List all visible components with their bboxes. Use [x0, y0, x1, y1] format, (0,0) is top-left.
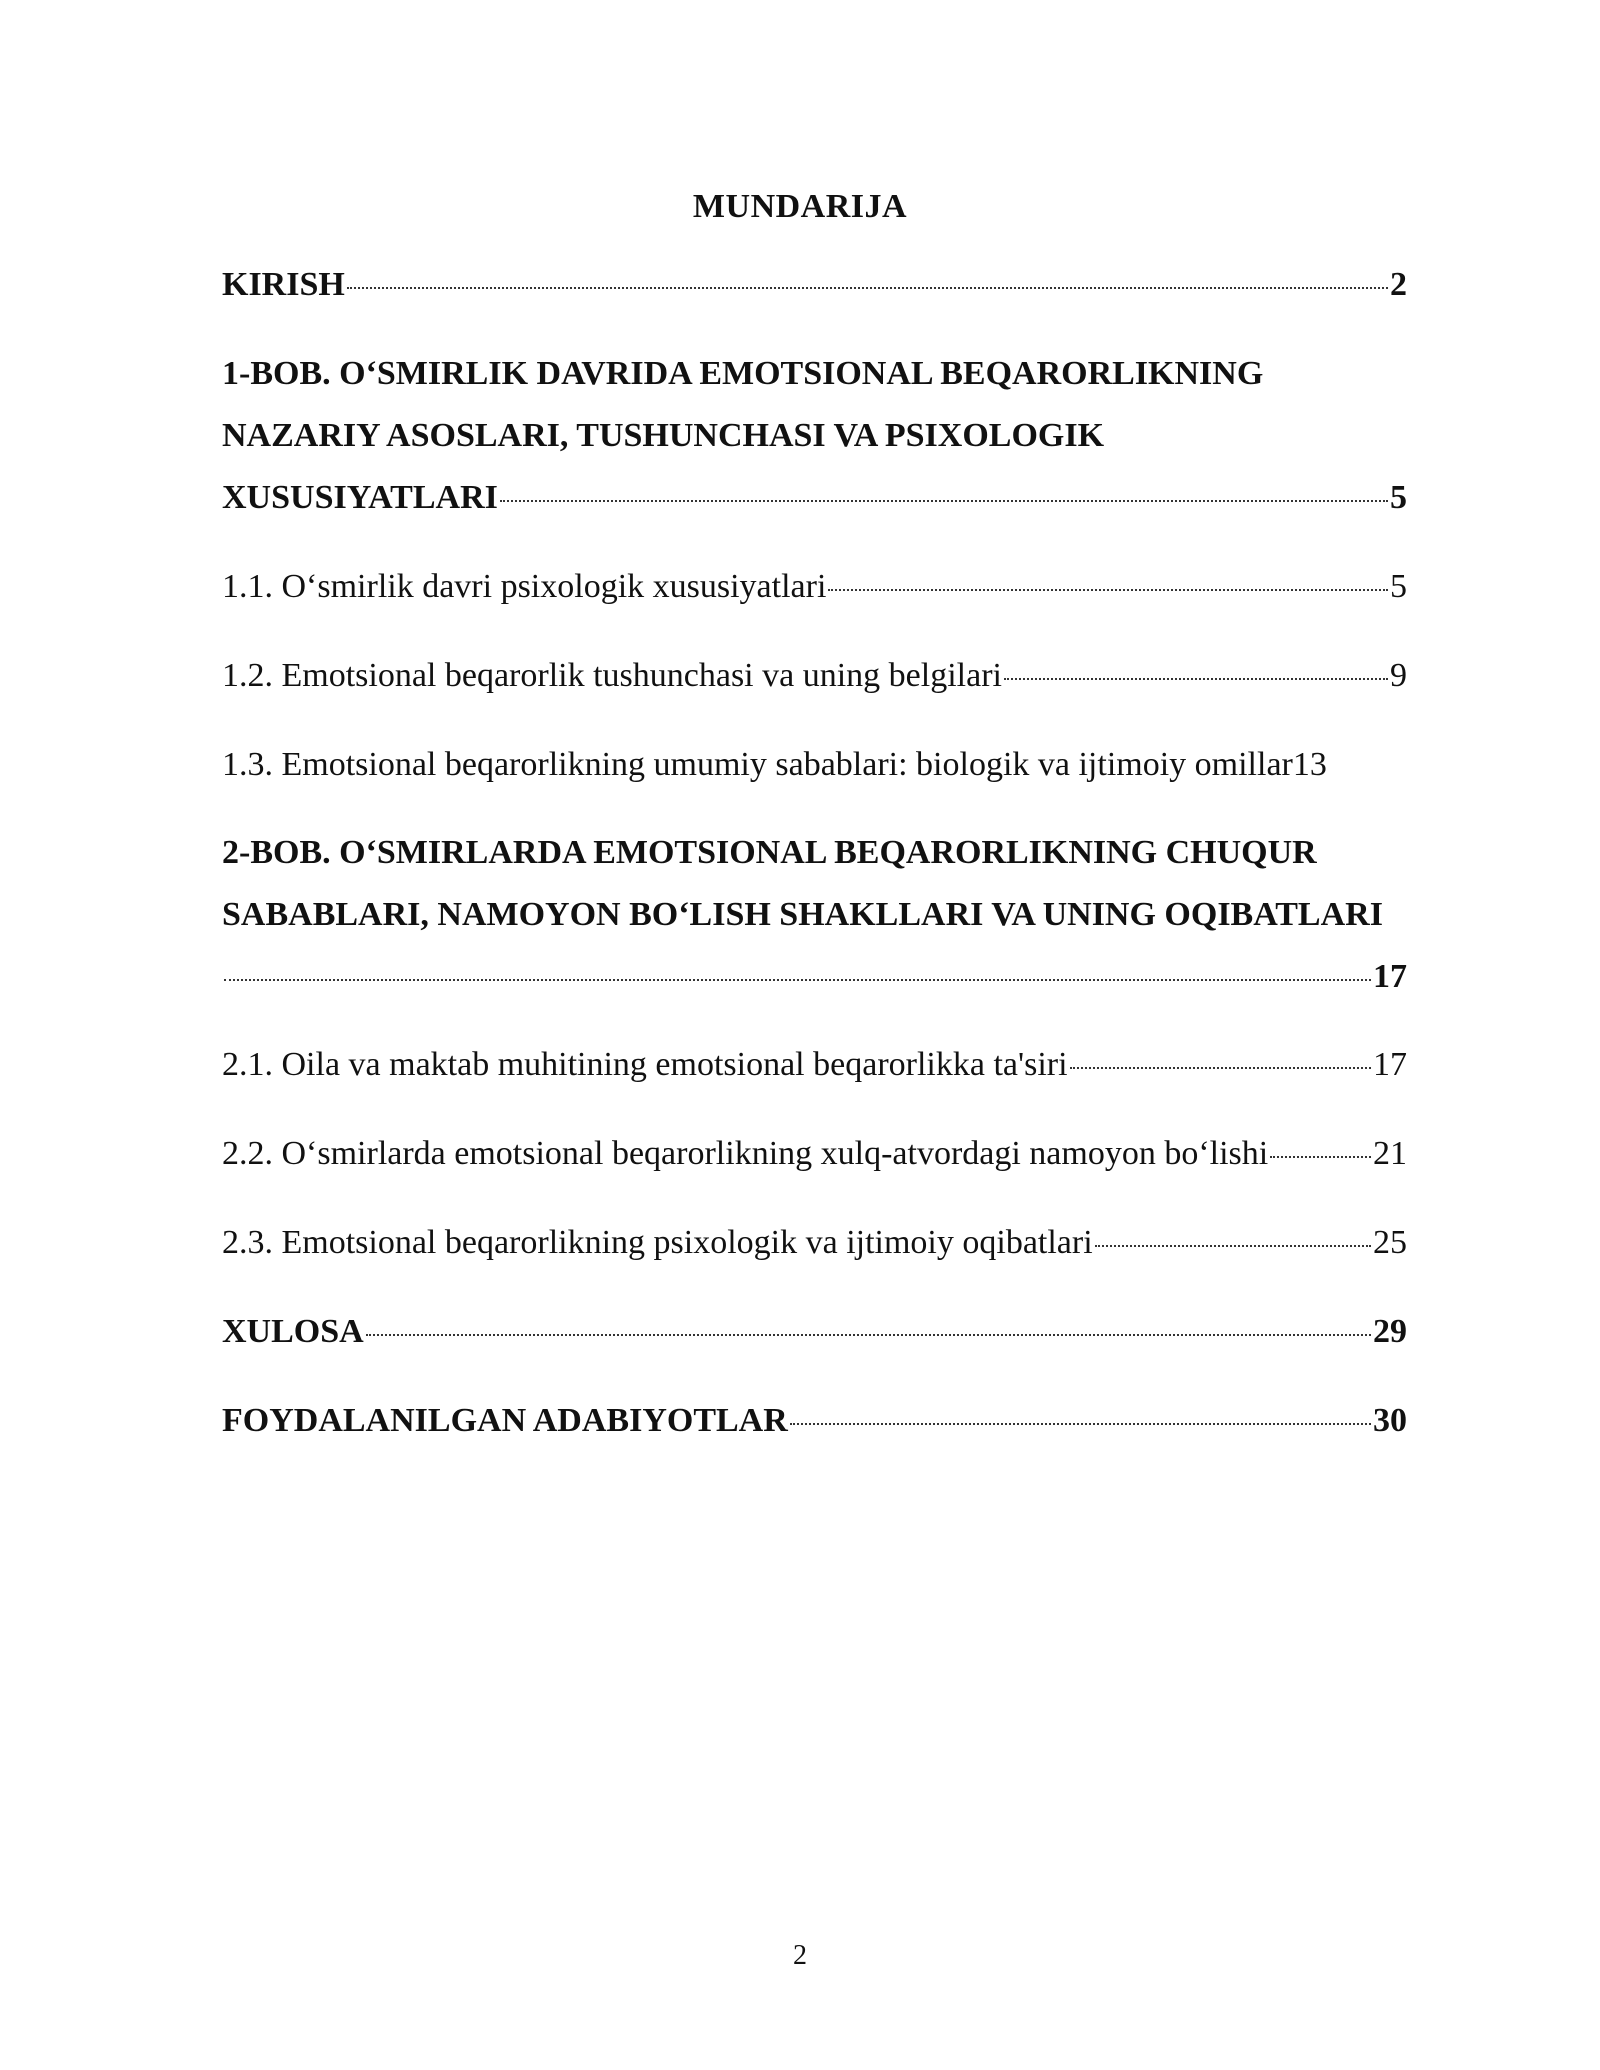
- toc-page-number: 21: [1373, 1135, 1407, 1172]
- toc-entry-label: 1.1. O‘smirlik davri psixologik xususiyatlari: [222, 568, 827, 605]
- toc-entry-section-2-3[interactable]: [222, 1212, 1407, 1274]
- toc-entry-label: KIRISH: [222, 266, 345, 303]
- toc-entry-references[interactable]: [222, 1390, 1407, 1452]
- toc-entry-label: 1.2. Emotsional beqarorlik tushunchasi va uning belgilari: [222, 657, 1002, 694]
- toc-title: MUNDARIJA: [692, 188, 908, 225]
- toc-page-number: 9: [1390, 657, 1407, 694]
- toc-entry-label-line-2: SABABLARI, NAMOYON BO‘LISH SHAKLLARI VA UNING OQIBATLARI: [222, 896, 1383, 933]
- toc-entry-label: XULOSA: [222, 1313, 364, 1350]
- toc-page-number: 13: [1292, 746, 1327, 783]
- page-number: 2: [793, 1940, 807, 1971]
- toc-entry-xulosa[interactable]: [222, 1301, 1407, 1363]
- leader-dots: [1004, 678, 1388, 680]
- leader-dots: [347, 287, 1388, 289]
- toc-page-number: 2: [1390, 266, 1407, 303]
- leader-dots: [366, 1334, 1371, 1336]
- toc-entry-label: 1.3. Emotsional beqarorlikning umumiy sabablari: biologik va ijtimoiy omillar: [222, 746, 1293, 783]
- toc-entry-section-2-2[interactable]: [222, 1123, 1407, 1185]
- toc-page-number: 17: [1373, 1046, 1407, 1083]
- toc-entry-label: 2.2. O‘smirlarda emotsional beqarorlikning xulq-atvordagi namoyon bo‘lishi: [222, 1135, 1269, 1172]
- toc-entry-chapter-1[interactable]: [222, 343, 1407, 529]
- toc-page-number: 17: [1373, 958, 1407, 995]
- toc-entry-section-2-1[interactable]: [222, 1034, 1407, 1096]
- toc-page-number: 30: [1373, 1402, 1407, 1439]
- leader-dots: [500, 500, 1388, 502]
- leader-dots: [828, 589, 1388, 591]
- toc-entry-chapter-2[interactable]: [222, 822, 1482, 1008]
- toc-entry-label: FOYDALANILGAN ADABIYOTLAR: [222, 1402, 788, 1439]
- leader-dots: [790, 1423, 1371, 1425]
- leader-dots: [1070, 1067, 1371, 1069]
- toc-entry-section-1-3[interactable]: [222, 734, 1422, 796]
- toc-entry-label-line-1: 2-BOB. O‘SMIRLARDA EMOTSIONAL BEQARORLIKNING CHUQUR: [222, 834, 1317, 871]
- toc-page-number: 25: [1373, 1224, 1407, 1261]
- toc-entry-label: 2.1. Oila va maktab muhitining emotsional beqarorlikka ta'siri: [222, 1046, 1068, 1083]
- toc-page-number: 5: [1390, 479, 1407, 516]
- leader-dots: [224, 979, 1371, 981]
- toc-entry-section-1-2[interactable]: [222, 645, 1407, 707]
- toc-entry-label: 2.3. Emotsional beqarorlikning psixologik va ijtimoiy oqibatlari: [222, 1224, 1093, 1261]
- leader-dots: [1270, 1156, 1371, 1158]
- leader-dots: [1095, 1245, 1371, 1247]
- toc-entry-label-line-3: XUSUSIYATLARI: [222, 479, 498, 516]
- toc-page-number: 5: [1390, 568, 1407, 605]
- toc-entry-section-1-1[interactable]: [222, 556, 1407, 618]
- toc-entry-label-line-1: 1-BOB. O‘SMIRLIK DAVRIDA EMOTSIONAL BEQARORLIKNING: [222, 355, 1264, 392]
- toc-entry-kirish[interactable]: [222, 254, 1407, 316]
- toc-page-number: 29: [1373, 1313, 1407, 1350]
- toc-entry-label-line-2: NAZARIY ASOSLARI, TUSHUNCHASI VA PSIXOLOGIK: [222, 417, 1105, 454]
